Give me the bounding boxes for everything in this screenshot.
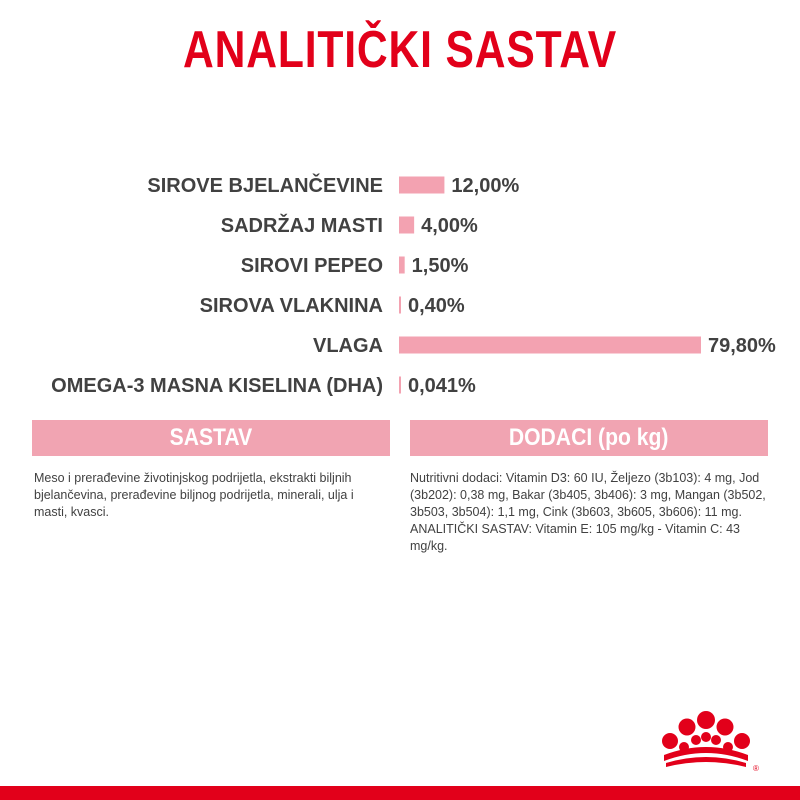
category-label: OMEGA-3 MASNA KISELINA (DHA) — [51, 375, 383, 397]
sastav-text: Meso i prerađevine životinjskog podrijetla, ekstrakti biljnih bjelančevina, prerađevine biljnog podrijetla, minerali, ulja i masti, kvasci. — [34, 471, 354, 519]
dodaci-header — [410, 420, 768, 456]
svg-text:®: ® — [753, 764, 759, 773]
bar — [399, 177, 444, 194]
value-label: 1,50% — [411, 255, 469, 277]
bar — [399, 297, 401, 314]
sastav-header — [32, 420, 390, 456]
royal-canin-crown-icon — [654, 703, 758, 773]
dodaci-title: DODACI (po kg) — [509, 424, 669, 451]
category-label: SADRŽAJ MASTI — [220, 215, 383, 237]
bar — [399, 377, 401, 394]
value-label: 79,80% — [708, 335, 776, 357]
category-label: SIROVE BJELANČEVINE — [147, 175, 383, 197]
sastav-title: SASTAV — [169, 424, 253, 451]
dodaci-analytical-text: ANALITIČKI SASTAV: Vitamin E: 105 mg/kg - Vitamin C: 43 mg/kg. — [410, 522, 740, 553]
value-label: 0,041% — [408, 375, 476, 397]
value-label: 0,40% — [408, 295, 465, 317]
dodaci-text — [410, 470, 766, 555]
category-label: SIROVI PEPEO — [240, 255, 383, 277]
dodaci-nutritive-text: Nutritivni dodaci: Vitamin D3: 60 IU, Željezo (3b103): 4 mg, Jod (3b202): 0,38 mg, Bakar (3b405, 3b406): 3 mg, Mangan (3b502, 3b503, 3b504): 1,1 mg, Cink (3b603, 3b605, 3b606): 11 mg. — [410, 471, 766, 519]
value-label: 12,00% — [451, 175, 520, 197]
value-label: 4,00% — [421, 215, 478, 237]
category-label: VLAGA — [313, 335, 383, 357]
bar — [399, 257, 405, 274]
bar — [399, 217, 414, 234]
page-title: ANALITIČKI SASTAV — [182, 21, 618, 79]
bar — [399, 337, 701, 354]
category-label: SIROVA VLAKNINA — [199, 295, 383, 317]
footer-stripe — [0, 786, 800, 800]
analytical-composition-chart — [0, 160, 800, 400]
